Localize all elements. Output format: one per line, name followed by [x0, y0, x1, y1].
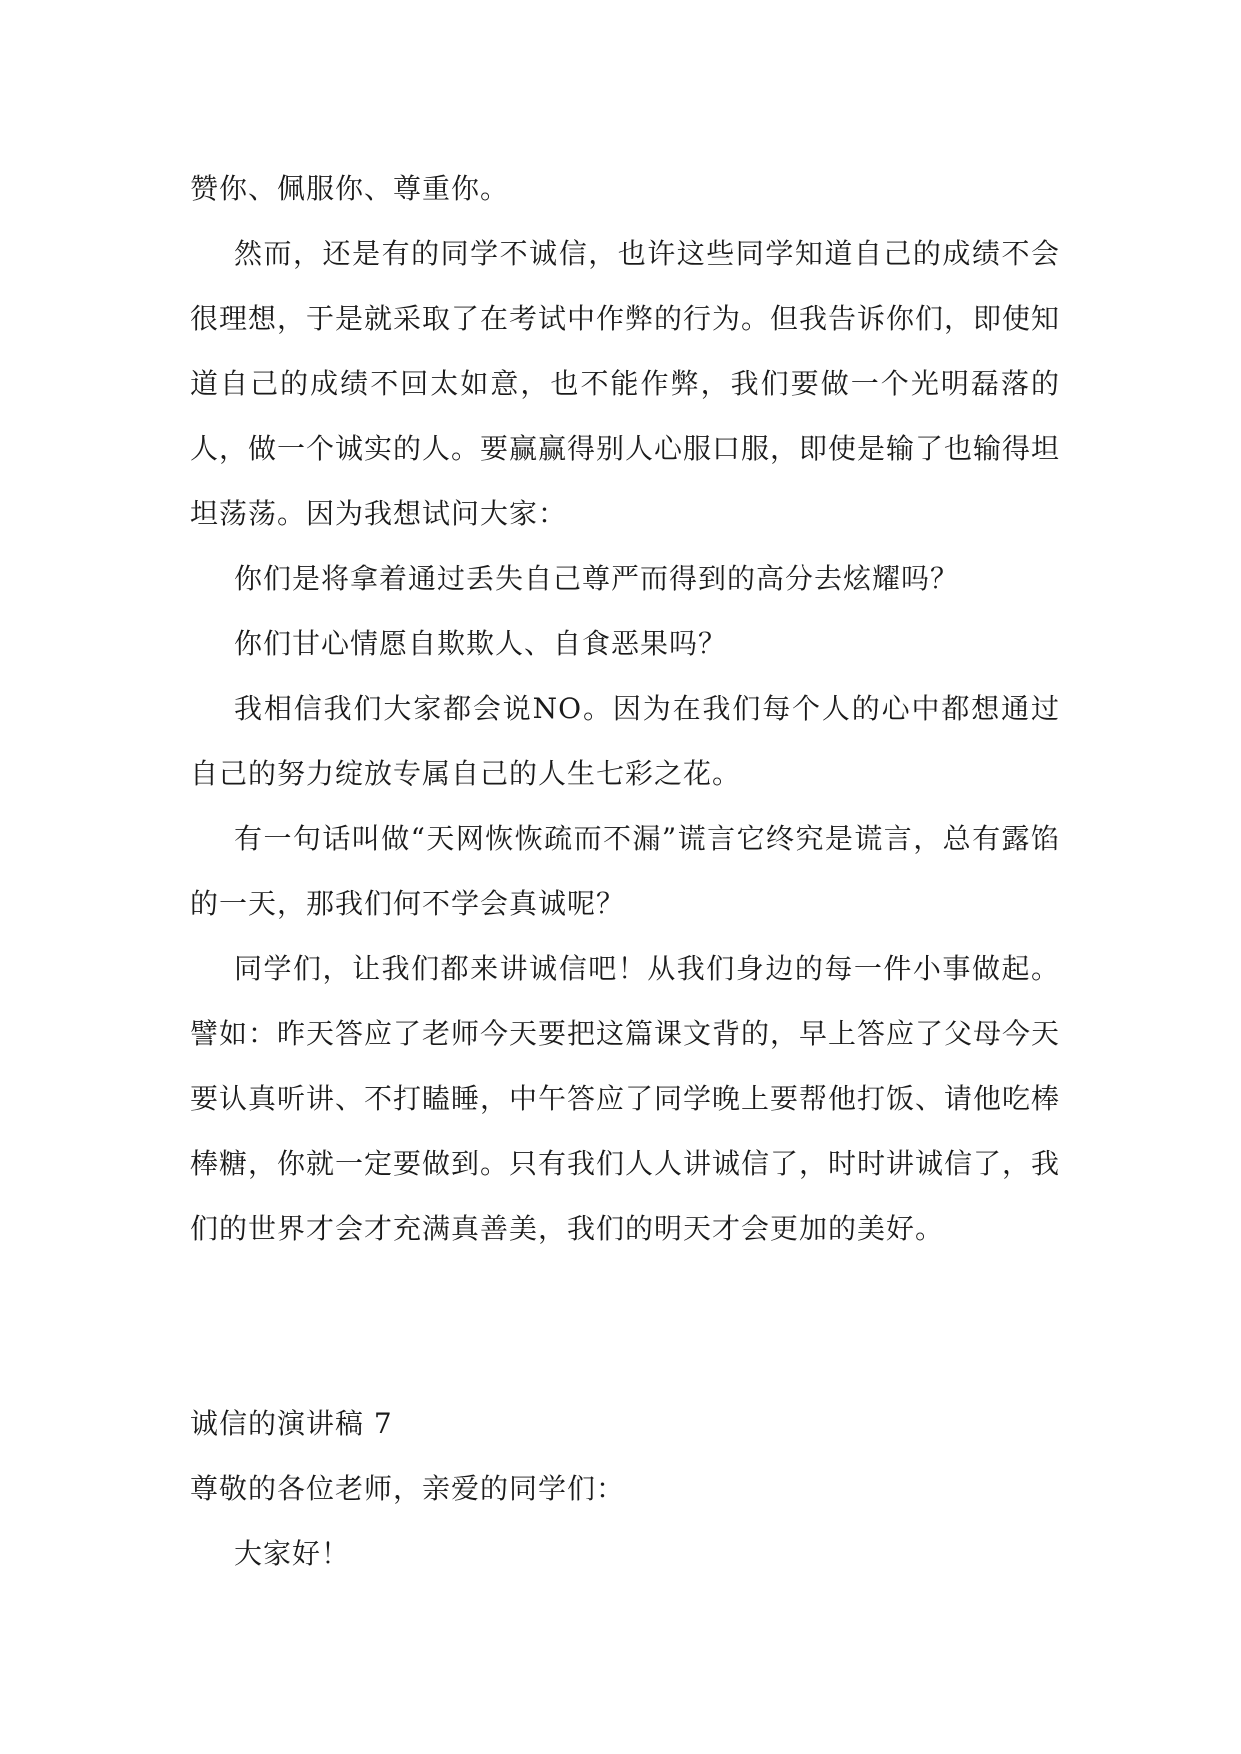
salutation: 尊敬的各位老师，亲爱的同学们：	[190, 1472, 626, 1505]
greeting: 大家好！	[234, 1537, 351, 1570]
paragraph: 同学们，让我们都来讲诚信吧！从我们身边的每一件小事做起。譬如：昨天答应了老师今天要把这篇课文背的，早上答应了父母今天要认真听讲、不打瞌睡，中午答应了同学晚上要帮他打饭、请他吃棒棒糖，你就一定要做到。只有我们人人讲诚信了，时时讲诚信了，我们的世界才会才充满真善美，我们的明天才会更加的美好。	[190, 952, 1061, 1245]
paragraph: 我相信我们大家都会说NO。因为在我们每个人的心中都想通过自己的努力绽放专属自己的人生七彩之花。	[190, 692, 1060, 790]
paragraph: 然而，还是有的同学不诚信，也许这些同学知道自己的成绩不会很理想，于是就采取了在考试中作弊的行为。但我告诉你们，即使知道自己的成绩不回太如意，也不能作弊，我们要做一个光明磊落的人，做一个诚实的人。要赢赢得别人心服口服，即使是输了也输得坦坦荡荡。因为我想试问大家：	[190, 237, 1061, 530]
paragraph: 有一句话叫做“天网恢恢疏而不漏”谎言它终究是谎言，总有露馅的一天，那我们何不学会真诚呢？	[190, 822, 1060, 920]
section-spacer	[190, 1261, 1060, 1391]
paragraph-question-2: 你们甘心情愿自欺欺人、自食恶果吗？	[234, 627, 728, 660]
paragraph-question-1: 你们是将拿着通过丢失自己尊严而得到的高分去炫耀吗？	[234, 562, 960, 595]
section-title: 诚信的演讲稿 7	[190, 1407, 393, 1440]
document-body	[190, 156, 1060, 1586]
paragraph-continuation: 赞你、佩服你、尊重你。	[190, 172, 510, 205]
